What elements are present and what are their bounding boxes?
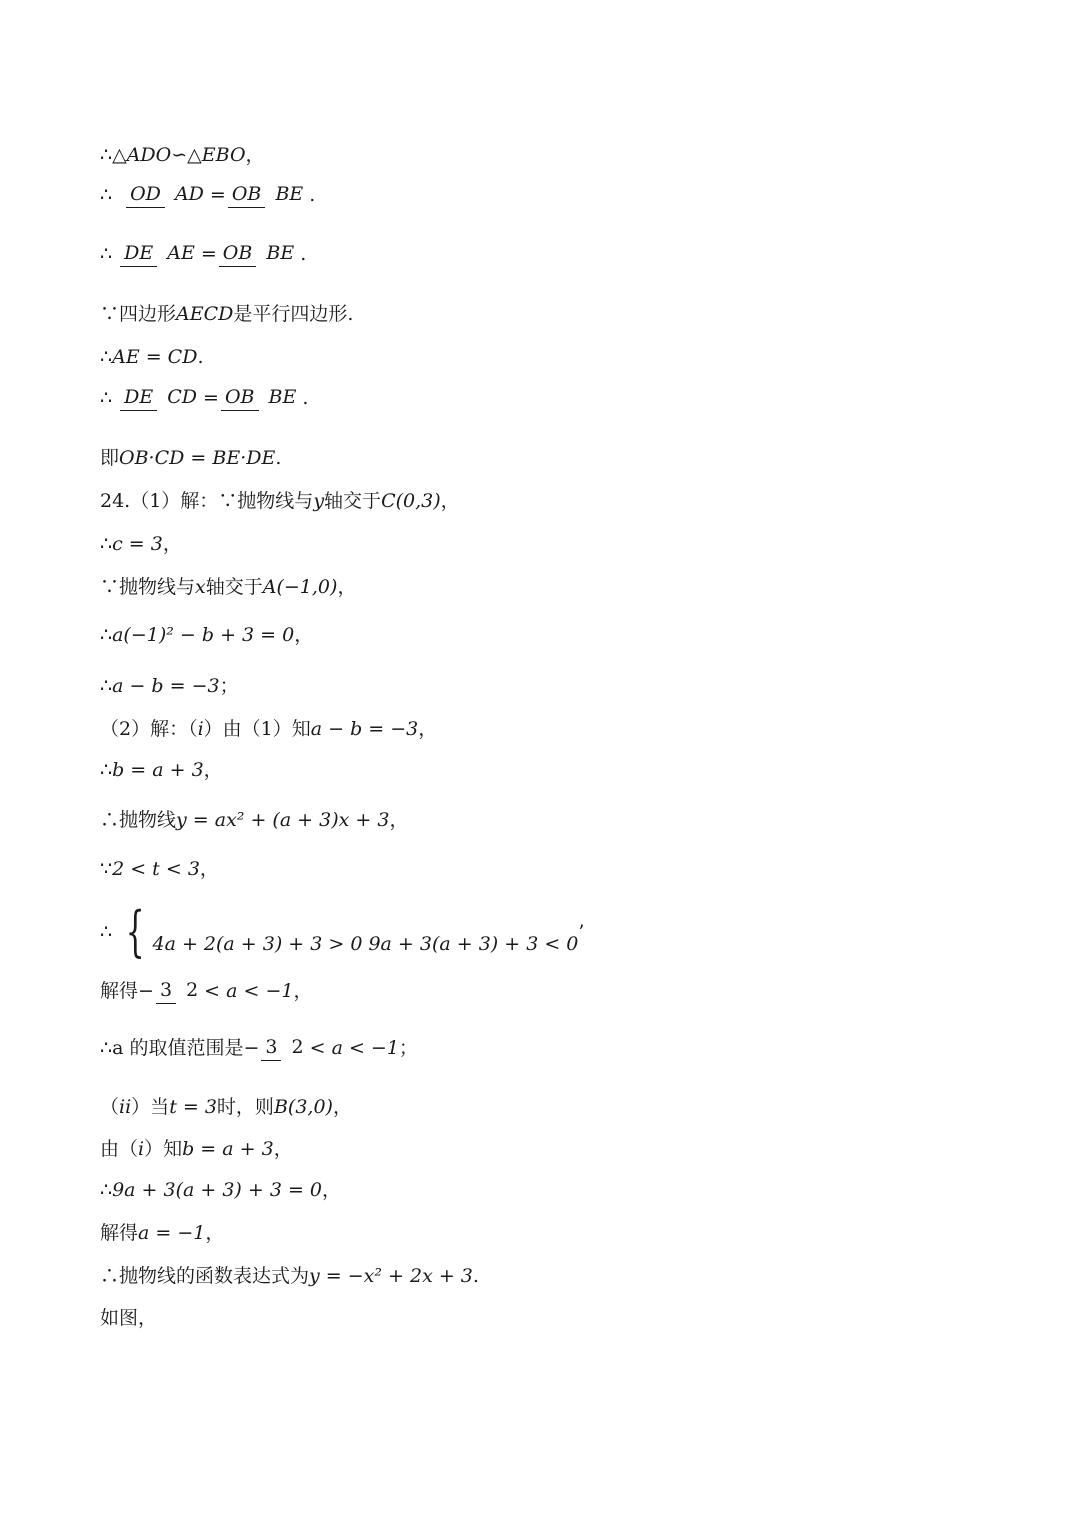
punctuation: ；: [398, 1036, 418, 1059]
denominator: AD: [174, 183, 204, 205]
punctuation: ，: [440, 490, 460, 512]
denominator: BE: [268, 386, 297, 408]
text: （2）解：（: [100, 718, 198, 740]
numerator: OB: [219, 240, 257, 267]
math-expression: 9a + 3(a + 3) + 3 = 0: [112, 1179, 323, 1201]
equals-sign: =: [200, 242, 217, 265]
proof-line-similar-triangles: [100, 143, 265, 167]
proof-line-equal-sides: [100, 345, 204, 369]
text: 解得: [100, 979, 139, 1002]
punctuation: .: [300, 242, 307, 265]
punctuation: ，: [337, 576, 357, 598]
math-expression: < a < −1: [204, 979, 294, 1002]
numerator: 3: [156, 977, 176, 1004]
because-symbol: ∵: [100, 858, 113, 880]
punctuation: .: [309, 183, 316, 206]
math-expression: b = a + 3: [182, 1138, 274, 1160]
numerator: DE: [120, 384, 157, 411]
denominator: AE: [167, 242, 195, 264]
punctuation: ；: [219, 675, 239, 697]
math-expression: y = ax² + (a + 3)x + 3: [176, 809, 390, 831]
inequality-system: [118, 900, 579, 963]
math-expression: c = 3: [112, 533, 163, 555]
text: 是平行四边形.: [233, 303, 354, 325]
text: ）当: [131, 1096, 170, 1118]
proof-line-conclusion: [100, 446, 281, 470]
denominator: 2: [186, 979, 199, 1001]
text: 轴交于: [324, 490, 382, 512]
problem-24-part-1-heading: [100, 489, 460, 513]
therefore-symbol: ∴: [100, 144, 113, 166]
punctuation: ，: [332, 1096, 352, 1118]
solution-line: [100, 808, 408, 832]
math-expression: 2 < t < 3: [112, 858, 200, 880]
solution-line: [100, 1221, 224, 1245]
punctuation: .: [302, 386, 309, 409]
numerator: OB: [228, 181, 266, 208]
math-expression: y = −x² + 2x + 3: [309, 1265, 473, 1287]
therefore-symbol: ∴: [100, 533, 113, 555]
numerator: DE: [120, 240, 157, 267]
proof-line-parallelogram: [100, 302, 353, 326]
text: ）由（1）知: [203, 718, 311, 740]
equals-sign: =: [203, 386, 219, 409]
math-expression: ii: [119, 1096, 132, 1118]
left-brace: {: [125, 900, 145, 963]
text: ∴a 的取值范围是: [100, 1036, 244, 1059]
solution-line: [100, 1178, 341, 1202]
text: 由（: [100, 1138, 139, 1160]
punctuation: ，: [205, 1222, 225, 1244]
fraction: [228, 181, 307, 208]
text: 时，则: [216, 1096, 274, 1118]
math-expression: C(0,3): [381, 490, 441, 512]
text: ∵四边形: [100, 303, 177, 325]
proof-line-ratio-3: [100, 384, 308, 411]
solution-line-range: [100, 977, 312, 1004]
denominator: BE: [266, 242, 295, 264]
math-expression: x: [195, 576, 206, 598]
solution-line: [100, 857, 219, 881]
fraction: [120, 240, 199, 267]
fraction: [156, 977, 202, 1004]
therefore-symbol: ∴: [100, 183, 113, 206]
solution-line: [100, 623, 313, 647]
math-expression: A(−1,0): [262, 576, 338, 598]
therefore-symbol: ∴: [100, 1179, 113, 1201]
fraction: [219, 240, 298, 267]
math-expression: a − b = −3: [112, 675, 220, 697]
text: ∴抛物线的函数表达式为: [100, 1265, 310, 1287]
punctuation: ，: [418, 718, 438, 740]
denominator: CD: [167, 386, 198, 408]
therefore-symbol: ∴: [100, 242, 113, 265]
fraction: [120, 384, 201, 411]
solution-line: [100, 674, 239, 698]
proof-line-ratio-2: [100, 240, 306, 267]
math-expression: a = −1: [138, 1222, 206, 1244]
math-expression: AE = CD: [112, 346, 198, 368]
math-expression: a − b = −3: [310, 718, 419, 740]
inequality-row-2: 9a + 3(a + 3) + 3 < 0: [368, 933, 579, 955]
punctuation: ，: [273, 1138, 293, 1160]
therefore-symbol: ∴: [100, 624, 113, 646]
text: ）知: [144, 1138, 183, 1160]
therefore-symbol: ∴: [100, 675, 113, 697]
minus-sign: −: [243, 1036, 260, 1059]
punctuation: ，: [162, 533, 182, 555]
text: 解得: [100, 1222, 139, 1244]
therefore-symbol: ∴: [100, 921, 113, 943]
math-expression: t = 3: [169, 1096, 217, 1118]
solution-line: [100, 532, 182, 556]
fraction: [126, 181, 208, 208]
figure-reference-line: [100, 1306, 157, 1330]
text: （: [100, 1096, 120, 1118]
punctuation: ，: [203, 759, 223, 781]
punctuation: ’: [578, 921, 585, 943]
math-expression: a(−1)² − b + 3 = 0: [112, 624, 295, 646]
numerator: OB: [221, 384, 259, 411]
punctuation: ，: [245, 144, 265, 166]
math-expression: i: [138, 1138, 145, 1160]
denominator: BE: [275, 183, 304, 205]
math-expression: < a < −1: [309, 1036, 399, 1059]
punctuation: ，: [199, 858, 219, 880]
numerator: OD: [126, 181, 165, 208]
therefore-symbol: ∴: [100, 346, 113, 368]
punctuation: .: [275, 447, 282, 469]
math-expression: AECD: [176, 303, 234, 325]
math-expression: i: [197, 718, 204, 740]
inequality-system-line: [100, 900, 585, 963]
solution-line: [100, 758, 223, 782]
fraction: [261, 1034, 307, 1061]
punctuation: .: [197, 346, 204, 368]
punctuation: ，: [389, 809, 409, 831]
math-expression: b = a + 3: [112, 759, 204, 781]
denominator: 2: [291, 1036, 304, 1058]
text: 即: [100, 447, 120, 469]
solution-line: [100, 1137, 293, 1161]
punctuation: .: [472, 1265, 479, 1287]
text: ∴抛物线: [100, 809, 177, 831]
therefore-symbol: ∴: [100, 759, 113, 781]
solution-line-final-expression: [100, 1264, 479, 1288]
text: 如图，: [100, 1307, 158, 1329]
problem-24-part-2-heading: [100, 717, 437, 741]
solution-line: [100, 575, 356, 599]
math-expression: △ADO∽△EBO: [112, 144, 246, 166]
inequality-row-1: 4a + 2(a + 3) + 3 > 0: [152, 933, 363, 955]
text: 轴交于: [205, 576, 263, 598]
solution-line-range-conclusion: [100, 1034, 418, 1061]
punctuation: ，: [293, 979, 313, 1002]
minus-sign: −: [138, 979, 154, 1002]
therefore-symbol: ∴: [100, 386, 113, 409]
fraction: [221, 384, 300, 411]
numerator: 3: [261, 1034, 281, 1061]
text: 24.（1）解：∵抛物线与: [100, 490, 314, 512]
math-expression: y: [313, 490, 325, 512]
equals-sign: =: [209, 183, 226, 206]
part-ii-heading: [100, 1095, 352, 1119]
proof-line-ratio-1: [100, 181, 315, 208]
punctuation: ，: [294, 624, 314, 646]
math-expression: B(3,0): [273, 1096, 333, 1118]
text: ∵抛物线与: [100, 576, 196, 598]
punctuation: ，: [322, 1179, 342, 1201]
math-expression: OB·CD = BE·DE: [119, 447, 276, 469]
